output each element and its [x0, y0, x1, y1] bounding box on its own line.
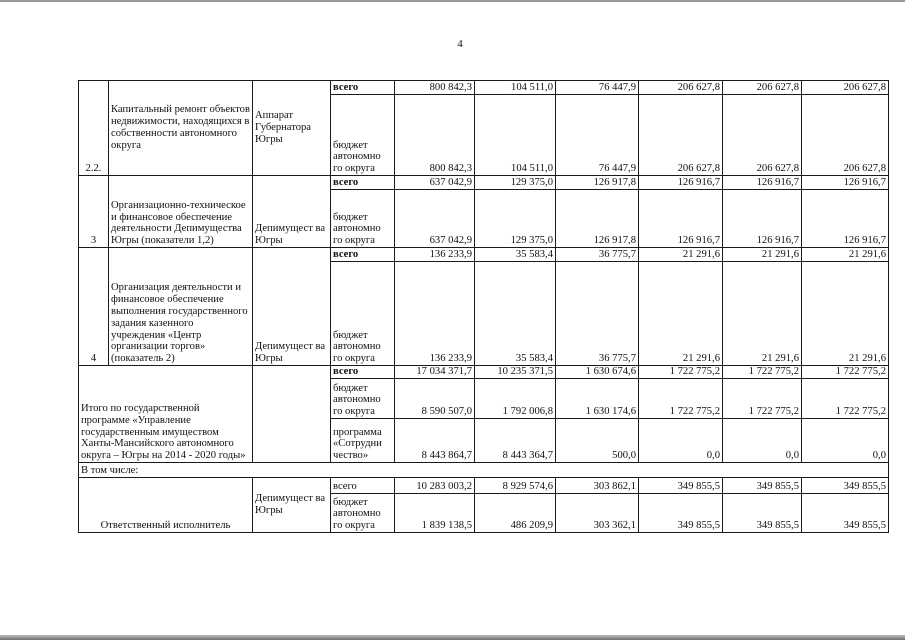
value-cell: 303 362,1 — [556, 494, 639, 533]
value-cell: 126 917,8 — [556, 190, 639, 248]
value-cell: 8 590 507,0 — [395, 379, 475, 419]
value-cell: 0,0 — [802, 419, 889, 463]
budget-table — [78, 80, 889, 533]
source-label: бюджет автономно го округа — [331, 262, 395, 366]
row-code: 4 — [79, 248, 109, 366]
value-cell: 206 627,8 — [723, 81, 802, 95]
value-cell: 104 511,0 — [475, 81, 556, 95]
value-cell: 10 235 371,5 — [475, 366, 556, 379]
value-cell: 21 291,6 — [723, 262, 802, 366]
total-label: Итого по государственной программе «Управление государственным имуществом Ханты-Мансийского автономного округа – Югры на 2014 - 2020 годы» — [79, 366, 253, 463]
row-code: 2.2. — [79, 81, 109, 176]
value-cell: 349 855,5 — [639, 494, 723, 533]
value-cell: 637 042,9 — [395, 190, 475, 248]
table-row — [79, 81, 889, 95]
value-cell: 349 855,5 — [723, 478, 802, 494]
value-cell: 126 916,7 — [802, 176, 889, 190]
source-label: всего — [331, 478, 395, 494]
value-cell: 17 034 371,7 — [395, 366, 475, 379]
value-cell: 1 792 006,8 — [475, 379, 556, 419]
value-cell: 206 627,8 — [802, 81, 889, 95]
page-number: 4 — [457, 38, 463, 50]
value-cell: 0,0 — [723, 419, 802, 463]
responsible-label: Ответственный исполнитель — [79, 478, 253, 533]
table-row — [79, 478, 889, 494]
table-row — [79, 248, 889, 262]
value-cell: 136 233,9 — [395, 262, 475, 366]
value-cell: 129 375,0 — [475, 176, 556, 190]
row-name: Капитальный ремонт объектов недвижимости, находящихся в собственности автономного округа — [109, 81, 253, 176]
value-cell: 800 842,3 — [395, 81, 475, 95]
value-cell: 76 447,9 — [556, 81, 639, 95]
table-row — [79, 463, 889, 478]
value-cell: 1 839 138,5 — [395, 494, 475, 533]
value-cell: 126 916,7 — [802, 190, 889, 248]
row-executor: Депимущест ва Югры — [253, 478, 331, 533]
including-label: В том числе: — [79, 463, 889, 478]
value-cell: 10 283 003,2 — [395, 478, 475, 494]
source-label: всего — [331, 176, 395, 190]
value-cell: 21 291,6 — [802, 248, 889, 262]
value-cell: 1 630 674,6 — [556, 366, 639, 379]
source-label: всего — [331, 81, 395, 95]
value-cell: 500,0 — [556, 419, 639, 463]
scan-top-edge — [0, 0, 905, 2]
value-cell: 1 722 775,2 — [639, 379, 723, 419]
row-name: Организационно-техническое и финансовое обеспечение деятельности Депимущества Югры (показатели 1,2) — [109, 176, 253, 248]
value-cell: 1 722 775,2 — [723, 366, 802, 379]
value-cell: 1 630 174,6 — [556, 379, 639, 419]
value-cell: 136 233,9 — [395, 248, 475, 262]
source-label: бюджет автономно го округа — [331, 494, 395, 533]
value-cell: 800 842,3 — [395, 95, 475, 176]
value-cell: 349 855,5 — [802, 494, 889, 533]
value-cell: 303 862,1 — [556, 478, 639, 494]
value-cell: 35 583,4 — [475, 248, 556, 262]
row-executor: Депимущест ва Югры — [253, 248, 331, 366]
value-cell: 1 722 775,2 — [802, 379, 889, 419]
value-cell: 349 855,5 — [802, 478, 889, 494]
value-cell: 129 375,0 — [475, 190, 556, 248]
value-cell: 206 627,8 — [639, 95, 723, 176]
value-cell: 104 511,0 — [475, 95, 556, 176]
value-cell: 1 722 775,2 — [802, 366, 889, 379]
value-cell: 206 627,8 — [723, 95, 802, 176]
row-name: Организация деятельности и финансовое обеспечение выполнения государственного задания казенного учреждения «Центр организации торгов» (показатель 2) — [109, 248, 253, 366]
row-executor: Депимущест ва Югры — [253, 176, 331, 248]
value-cell: 206 627,8 — [802, 95, 889, 176]
source-label: бюджет автономно го округа — [331, 95, 395, 176]
value-cell: 126 916,7 — [723, 190, 802, 248]
source-label: бюджет автономно го округа — [331, 379, 395, 419]
value-cell: 349 855,5 — [723, 494, 802, 533]
value-cell: 126 916,7 — [723, 176, 802, 190]
table-row — [79, 366, 889, 379]
value-cell: 21 291,6 — [802, 262, 889, 366]
value-cell: 21 291,6 — [639, 262, 723, 366]
empty-executor-cell — [253, 366, 331, 463]
value-cell: 1 722 775,2 — [723, 379, 802, 419]
source-label: всего — [331, 248, 395, 262]
value-cell: 36 775,7 — [556, 262, 639, 366]
value-cell: 486 209,9 — [475, 494, 556, 533]
row-code: 3 — [79, 176, 109, 248]
value-cell: 126 917,8 — [556, 176, 639, 190]
value-cell: 637 042,9 — [395, 176, 475, 190]
value-cell: 8 929 574,6 — [475, 478, 556, 494]
value-cell: 206 627,8 — [639, 81, 723, 95]
value-cell: 76 447,9 — [556, 95, 639, 176]
value-cell: 21 291,6 — [639, 248, 723, 262]
source-label: программа «Сотрудни чество» — [331, 419, 395, 463]
source-label: бюджет автономно го округа — [331, 190, 395, 248]
row-executor: Аппарат Губернатора Югры — [253, 81, 331, 176]
value-cell: 8 443 364,7 — [475, 419, 556, 463]
value-cell: 8 443 864,7 — [395, 419, 475, 463]
source-label: всего — [331, 366, 395, 379]
table-row — [79, 176, 889, 190]
value-cell: 126 916,7 — [639, 176, 723, 190]
value-cell: 1 722 775,2 — [639, 366, 723, 379]
value-cell: 349 855,5 — [639, 478, 723, 494]
value-cell: 35 583,4 — [475, 262, 556, 366]
value-cell: 21 291,6 — [723, 248, 802, 262]
value-cell: 126 916,7 — [639, 190, 723, 248]
value-cell: 0,0 — [639, 419, 723, 463]
scan-bottom-edge — [0, 635, 905, 640]
value-cell: 36 775,7 — [556, 248, 639, 262]
